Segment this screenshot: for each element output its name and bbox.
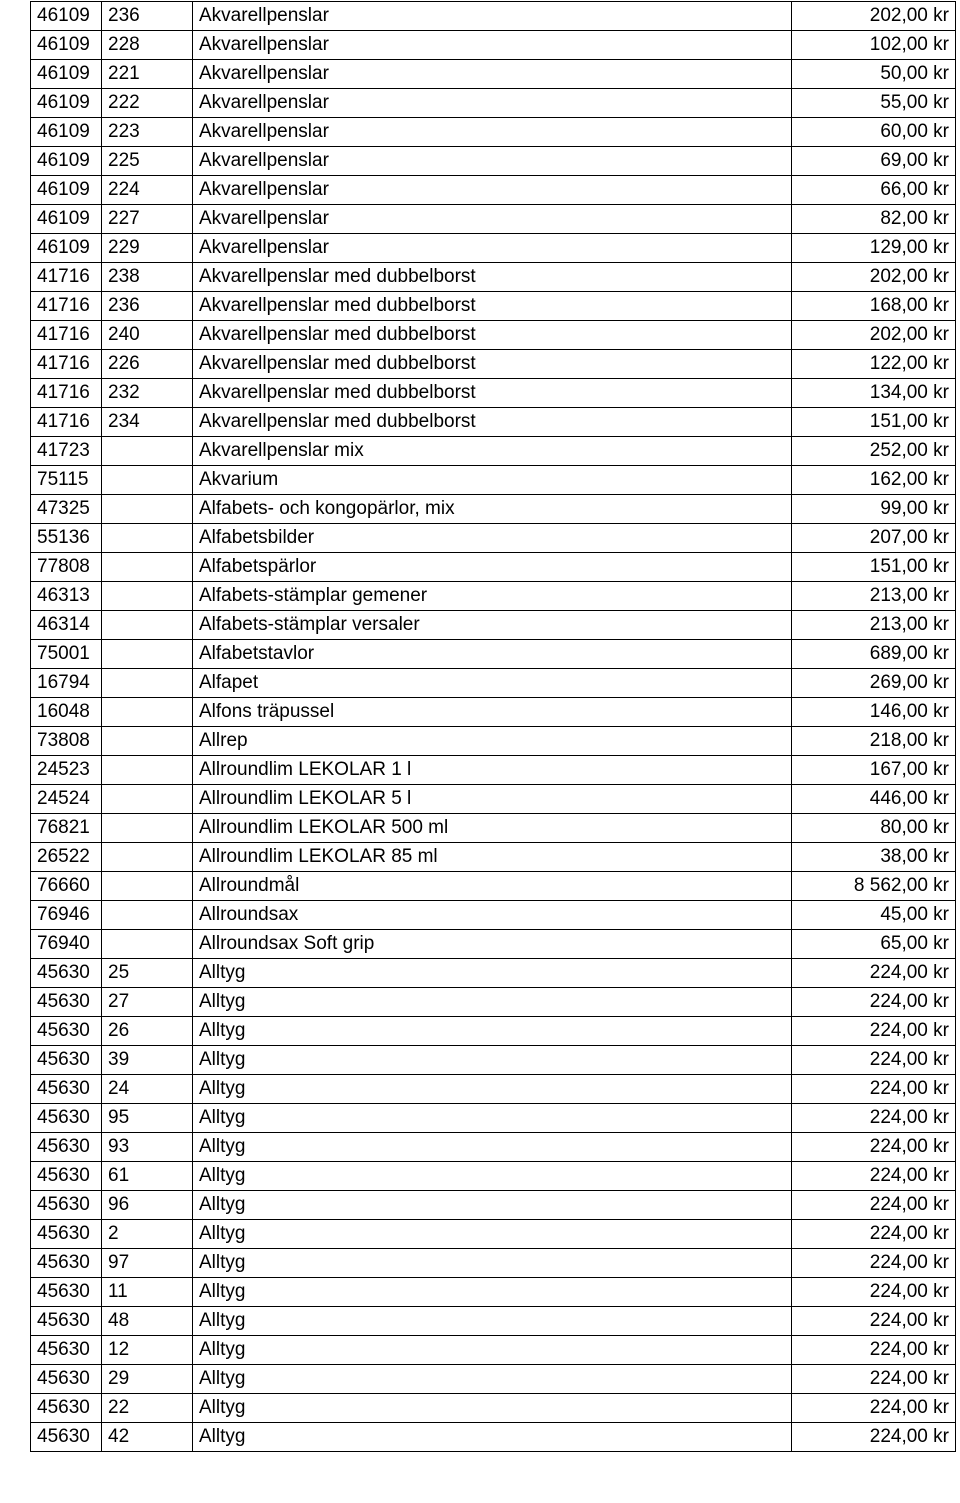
article-number-cell: 76660 [31,872,102,901]
product-name-cell: Akvarellpenslar [193,176,792,205]
variant-code-cell [102,669,193,698]
variant-code-cell [102,640,193,669]
article-number-cell: 41723 [31,437,102,466]
variant-code-cell: 29 [102,1365,193,1394]
product-name-cell: Alfabets-stämplar versaler [193,611,792,640]
article-number-cell: 47325 [31,495,102,524]
variant-code-cell: 226 [102,350,193,379]
variant-code-cell: 2 [102,1220,193,1249]
article-number-cell: 45630 [31,1220,102,1249]
product-name-cell: Akvarellpenslar [193,31,792,60]
product-name-cell: Alltyg [193,1104,792,1133]
variant-code-cell [102,524,193,553]
table-row [31,118,956,147]
variant-code-cell: 222 [102,89,193,118]
product-name-cell: Akvarellpenslar [193,234,792,263]
table-row [31,1365,956,1394]
article-number-cell: 46314 [31,611,102,640]
price-cell: 129,00 kr [792,234,956,263]
product-name-cell: Akvarium [193,466,792,495]
product-name-cell: Akvarellpenslar [193,118,792,147]
table-row [31,1423,956,1452]
variant-code-cell: 223 [102,118,193,147]
price-cell: 50,00 kr [792,60,956,89]
article-number-cell: 45630 [31,1249,102,1278]
variant-code-cell: 96 [102,1191,193,1220]
product-name-cell: Akvarellpenslar [193,89,792,118]
price-cell: 252,00 kr [792,437,956,466]
price-cell: 207,00 kr [792,524,956,553]
article-number-cell: 45630 [31,1278,102,1307]
article-number-cell: 46109 [31,31,102,60]
table-row [31,60,956,89]
variant-code-cell [102,727,193,756]
article-number-cell: 76821 [31,814,102,843]
price-cell: 55,00 kr [792,89,956,118]
table-row [31,437,956,466]
article-number-cell: 46109 [31,2,102,31]
table-row [31,785,956,814]
product-name-cell: Alfons träpussel [193,698,792,727]
table-row [31,727,956,756]
article-number-cell: 41716 [31,379,102,408]
article-number-cell: 45630 [31,1191,102,1220]
price-cell: 167,00 kr [792,756,956,785]
article-number-cell: 46313 [31,582,102,611]
table-row [31,988,956,1017]
price-cell: 224,00 kr [792,988,956,1017]
table-row [31,843,956,872]
product-name-cell: Akvarellpenslar [193,147,792,176]
price-cell: 224,00 kr [792,1365,956,1394]
variant-code-cell: 24 [102,1075,193,1104]
article-number-cell: 46109 [31,60,102,89]
product-name-cell: Alltyg [193,1191,792,1220]
article-number-cell: 41716 [31,321,102,350]
product-name-cell: Alltyg [193,1162,792,1191]
article-number-cell: 46109 [31,205,102,234]
variant-code-cell [102,930,193,959]
product-name-cell: Allroundmål [193,872,792,901]
product-name-cell: Alltyg [193,1423,792,1452]
price-cell: 224,00 kr [792,1307,956,1336]
article-number-cell: 46109 [31,147,102,176]
table-row [31,611,956,640]
article-number-cell: 41716 [31,408,102,437]
price-cell: 80,00 kr [792,814,956,843]
price-cell: 224,00 kr [792,959,956,988]
variant-code-cell [102,582,193,611]
article-number-cell: 76940 [31,930,102,959]
table-row [31,901,956,930]
product-name-cell: Alltyg [193,1220,792,1249]
table-row [31,2,956,31]
price-cell: 202,00 kr [792,321,956,350]
product-name-cell: Alltyg [193,1307,792,1336]
product-name-cell: Akvarellpenslar med dubbelborst [193,292,792,321]
table-row [31,698,956,727]
price-cell: 213,00 kr [792,611,956,640]
table-row [31,582,956,611]
variant-code-cell: 221 [102,60,193,89]
table-row [31,1278,956,1307]
article-number-cell: 16048 [31,698,102,727]
variant-code-cell: 48 [102,1307,193,1336]
price-list-body [31,2,956,1452]
price-cell: 224,00 kr [792,1133,956,1162]
table-row [31,321,956,350]
variant-code-cell: 61 [102,1162,193,1191]
article-number-cell: 73808 [31,727,102,756]
price-cell: 99,00 kr [792,495,956,524]
variant-code-cell: 234 [102,408,193,437]
article-number-cell: 46109 [31,176,102,205]
article-number-cell: 45630 [31,1162,102,1191]
variant-code-cell [102,466,193,495]
variant-code-cell [102,843,193,872]
article-number-cell: 45630 [31,1017,102,1046]
price-list-table [30,1,956,1452]
price-cell: 146,00 kr [792,698,956,727]
price-cell: 224,00 kr [792,1220,956,1249]
price-cell: 60,00 kr [792,118,956,147]
product-name-cell: Alltyg [193,988,792,1017]
article-number-cell: 46109 [31,89,102,118]
article-number-cell: 75001 [31,640,102,669]
price-cell: 162,00 kr [792,466,956,495]
table-row [31,205,956,234]
variant-code-cell: 39 [102,1046,193,1075]
article-number-cell: 55136 [31,524,102,553]
product-name-cell: Alfapet [193,669,792,698]
price-cell: 218,00 kr [792,727,956,756]
article-number-cell: 45630 [31,1104,102,1133]
table-row [31,1249,956,1278]
variant-code-cell [102,495,193,524]
variant-code-cell: 11 [102,1278,193,1307]
product-name-cell: Alltyg [193,1133,792,1162]
product-name-cell: Akvarellpenslar med dubbelborst [193,321,792,350]
article-number-cell: 45630 [31,959,102,988]
price-cell: 224,00 kr [792,1162,956,1191]
price-cell: 224,00 kr [792,1278,956,1307]
price-cell: 224,00 kr [792,1249,956,1278]
variant-code-cell: 95 [102,1104,193,1133]
product-name-cell: Allroundlim LEKOLAR 500 ml [193,814,792,843]
product-name-cell: Allroundlim LEKOLAR 5 l [193,785,792,814]
price-cell: 224,00 kr [792,1075,956,1104]
product-name-cell: Allroundsax Soft grip [193,930,792,959]
price-cell: 102,00 kr [792,31,956,60]
table-row [31,147,956,176]
variant-code-cell: 232 [102,379,193,408]
variant-code-cell [102,698,193,727]
article-number-cell: 46109 [31,118,102,147]
table-row [31,234,956,263]
product-name-cell: Akvarellpenslar med dubbelborst [193,263,792,292]
price-cell: 168,00 kr [792,292,956,321]
table-row [31,1075,956,1104]
variant-code-cell [102,756,193,785]
table-row [31,31,956,60]
table-row [31,89,956,118]
variant-code-cell: 25 [102,959,193,988]
product-name-cell: Allroundsax [193,901,792,930]
product-name-cell: Akvarellpenslar med dubbelborst [193,379,792,408]
product-name-cell: Alltyg [193,1278,792,1307]
article-number-cell: 24524 [31,785,102,814]
article-number-cell: 16794 [31,669,102,698]
variant-code-cell: 97 [102,1249,193,1278]
variant-code-cell: 229 [102,234,193,263]
table-row [31,524,956,553]
price-cell: 269,00 kr [792,669,956,698]
product-name-cell: Alltyg [193,1017,792,1046]
variant-code-cell: 12 [102,1336,193,1365]
article-number-cell: 45630 [31,1365,102,1394]
table-row [31,1133,956,1162]
table-row [31,814,956,843]
product-name-cell: Akvarellpenslar med dubbelborst [193,350,792,379]
variant-code-cell: 225 [102,147,193,176]
table-row [31,1046,956,1075]
table-row [31,872,956,901]
product-name-cell: Alltyg [193,1336,792,1365]
variant-code-cell [102,901,193,930]
variant-code-cell [102,814,193,843]
variant-code-cell: 27 [102,988,193,1017]
article-number-cell: 45630 [31,1394,102,1423]
price-cell: 69,00 kr [792,147,956,176]
product-name-cell: Allrep [193,727,792,756]
table-row [31,1017,956,1046]
price-cell: 224,00 kr [792,1423,956,1452]
table-row [31,1162,956,1191]
product-name-cell: Alfabetsbilder [193,524,792,553]
product-name-cell: Allroundlim LEKOLAR 85 ml [193,843,792,872]
table-row [31,1191,956,1220]
price-cell: 224,00 kr [792,1046,956,1075]
product-name-cell: Alltyg [193,1046,792,1075]
variant-code-cell [102,553,193,582]
variant-code-cell: 236 [102,292,193,321]
price-cell: 202,00 kr [792,2,956,31]
variant-code-cell: 224 [102,176,193,205]
variant-code-cell: 227 [102,205,193,234]
article-number-cell: 77808 [31,553,102,582]
table-row [31,1104,956,1133]
article-number-cell: 26522 [31,843,102,872]
table-row [31,1220,956,1249]
article-number-cell: 76946 [31,901,102,930]
price-cell: 224,00 kr [792,1104,956,1133]
price-cell: 446,00 kr [792,785,956,814]
table-row [31,756,956,785]
table-row [31,1307,956,1336]
price-cell: 224,00 kr [792,1017,956,1046]
table-row [31,408,956,437]
table-row [31,263,956,292]
price-cell: 122,00 kr [792,350,956,379]
article-number-cell: 45630 [31,1307,102,1336]
product-name-cell: Alltyg [193,1249,792,1278]
price-cell: 213,00 kr [792,582,956,611]
product-name-cell: Allroundlim LEKOLAR 1 l [193,756,792,785]
price-cell: 65,00 kr [792,930,956,959]
article-number-cell: 24523 [31,756,102,785]
table-row [31,669,956,698]
product-name-cell: Akvarellpenslar mix [193,437,792,466]
variant-code-cell [102,872,193,901]
variant-code-cell: 240 [102,321,193,350]
variant-code-cell: 93 [102,1133,193,1162]
product-name-cell: Akvarellpenslar [193,60,792,89]
article-number-cell: 45630 [31,1336,102,1365]
table-row [31,959,956,988]
price-cell: 134,00 kr [792,379,956,408]
variant-code-cell [102,437,193,466]
table-row [31,495,956,524]
article-number-cell: 45630 [31,1423,102,1452]
product-name-cell: Alltyg [193,1394,792,1423]
product-name-cell: Alfabets- och kongopärlor, mix [193,495,792,524]
variant-code-cell: 42 [102,1423,193,1452]
article-number-cell: 45630 [31,988,102,1017]
variant-code-cell: 236 [102,2,193,31]
article-number-cell: 46109 [31,234,102,263]
product-name-cell: Alfabetstavlor [193,640,792,669]
article-number-cell: 75115 [31,466,102,495]
price-cell: 151,00 kr [792,553,956,582]
product-name-cell: Akvarellpenslar med dubbelborst [193,408,792,437]
price-cell: 151,00 kr [792,408,956,437]
product-name-cell: Akvarellpenslar [193,205,792,234]
table-row [31,640,956,669]
article-number-cell: 41716 [31,350,102,379]
price-cell: 45,00 kr [792,901,956,930]
product-name-cell: Akvarellpenslar [193,2,792,31]
table-row [31,553,956,582]
price-cell: 66,00 kr [792,176,956,205]
article-number-cell: 41716 [31,263,102,292]
product-name-cell: Alltyg [193,1365,792,1394]
table-row [31,350,956,379]
variant-code-cell: 238 [102,263,193,292]
price-cell: 224,00 kr [792,1336,956,1365]
table-row [31,1336,956,1365]
article-number-cell: 45630 [31,1133,102,1162]
product-name-cell: Alfabets-stämplar gemener [193,582,792,611]
table-row [31,379,956,408]
product-name-cell: Alfabetspärlor [193,553,792,582]
variant-code-cell: 22 [102,1394,193,1423]
variant-code-cell: 26 [102,1017,193,1046]
product-name-cell: Alltyg [193,1075,792,1104]
price-cell: 82,00 kr [792,205,956,234]
product-name-cell: Alltyg [193,959,792,988]
table-row [31,176,956,205]
variant-code-cell: 228 [102,31,193,60]
table-row [31,930,956,959]
price-cell: 689,00 kr [792,640,956,669]
table-row [31,466,956,495]
price-cell: 8 562,00 kr [792,872,956,901]
variant-code-cell [102,785,193,814]
variant-code-cell [102,611,193,640]
price-cell: 224,00 kr [792,1394,956,1423]
price-cell: 224,00 kr [792,1191,956,1220]
article-number-cell: 45630 [31,1046,102,1075]
table-row [31,292,956,321]
price-cell: 202,00 kr [792,263,956,292]
price-cell: 38,00 kr [792,843,956,872]
article-number-cell: 45630 [31,1075,102,1104]
article-number-cell: 41716 [31,292,102,321]
table-row [31,1394,956,1423]
